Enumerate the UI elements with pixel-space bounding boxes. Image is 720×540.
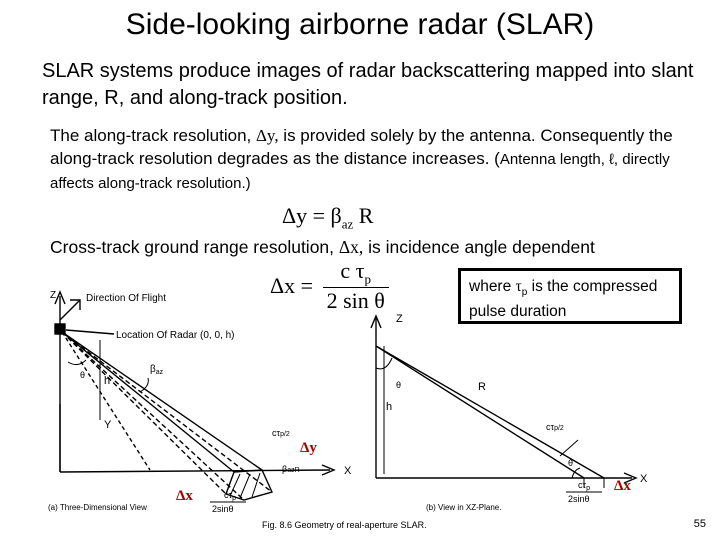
beam-ray-5 [62,332,226,494]
p1-text-c: Antenna length, ℓ, directly affects along-track resolution.) [50,151,670,192]
page-number: 55 [693,518,706,530]
box-sub: p [521,287,528,299]
direction-label: Direction Of Flight [86,293,167,304]
slant-ray-far [376,346,604,478]
x-arrow-left [322,465,334,475]
caption-right: (b) View in XZ-Plane. [426,503,502,512]
beam-ray-4 [62,332,244,500]
h-label-left: h [104,375,111,387]
ctp-num-right: $c\tau_p$ [578,480,590,492]
theta-arc-right [376,358,392,369]
eq2-numerator-sub: p [364,271,371,287]
x-axis-left [60,470,330,472]
panel-3d-labels [48,290,352,514]
z-label-left: Z [50,290,57,301]
footprint-hatch-1 [230,474,240,496]
eq1-sub: az [341,216,354,232]
slant-ray-near [376,346,584,478]
panel-xz-labels [386,313,648,512]
dx-label-left: Δx [176,488,193,504]
theta-label-left: θ [80,370,86,380]
along-track-paragraph [50,124,710,195]
location-coord: (0, 0, h) [200,330,235,341]
x-label-right: X [640,473,648,485]
baz-r-label: βazR [282,464,300,474]
p2-text-b: is incidence angle dependent [363,237,595,257]
eq2-fraction [323,258,389,314]
x-label-left: X [344,465,352,477]
beta-label: $\beta_{az}$ [150,364,164,376]
eq2-numerator: c τ [340,258,365,283]
r-label: R [478,381,486,393]
beam-ray-1 [62,332,234,472]
eq1-rhs: R [353,203,374,228]
dy-label: Δy [300,440,317,456]
h-label-right: h [386,401,393,413]
beam-ray-2 [62,332,262,470]
cross-track-paragraph [50,237,710,258]
flight-direction-arrow [70,300,80,310]
slide-title: Side-looking airborne radar (SLAR) [125,8,595,41]
pulse-duration-note [458,268,682,324]
panel-xz-view [371,316,636,488]
z-arrow-left [55,292,65,304]
ctau-half-left: cτp/2 [272,428,290,438]
beta-arc [140,378,148,392]
theta-ground-label: θ [568,458,574,468]
cross-track-equation [270,258,389,314]
delta-x-symbol: Δx, [338,237,364,257]
z-label-right: Z [396,313,403,325]
p1-text-b: is provided solely by the antenna. Consequently the along-track resolution degrades as the distance increases. ( [50,126,673,168]
beam-ray-3 [62,332,272,492]
panel-3d-view [55,292,334,500]
caption-left: (a) Three-Dimensional View [48,503,147,512]
footprint-hatch-3 [252,473,260,497]
figure-caption: Fig. 8.6 Geometry of real-aperture SLAR. [262,520,427,530]
box-text-a: where [469,278,516,295]
theta-arc-left [68,360,86,365]
eq2-lhs: Δx = [270,273,319,299]
eq1-lhs: Δy = β [282,203,342,228]
radar-leader-line [66,330,114,334]
x-arrow-right [624,473,636,483]
footprint-hatch-2 [240,474,250,498]
location-label: Location Of Radar [116,330,198,341]
footprint [226,470,272,500]
dx-label-right: Δx [614,478,631,494]
delta-y-symbol: Δy, [256,126,279,145]
y-label-left: Y [104,419,112,431]
theta-label-right: θ [396,380,402,390]
box-text-b: is the compressed pulse duration [469,278,658,321]
p2-text-a: Cross-track ground range resolution, [50,237,339,257]
z-arrow-right [371,316,381,328]
radar-antenna [55,324,65,334]
ctau-half-right: cτp/2 [546,422,564,432]
eq2-denominator: 2 sin θ [323,287,389,314]
ctp-den-left: 2sinθ [212,504,234,514]
theta-arc-ground [572,468,580,478]
along-track-equation [282,203,373,232]
flight-direction-line [60,300,80,320]
beam-ray-6 [62,332,150,470]
pulse-marker [560,440,578,456]
ctp-num-left: $c\tau_p$ [224,490,236,502]
box-tau: τ [515,278,522,295]
p1-text-a: The along-track resolution, [50,126,256,145]
ctp-den-right: 2sinθ [568,494,590,504]
intro-text: SLAR systems produce images of radar backscattering mapped into slant range, R, and along-track position. [42,60,694,109]
